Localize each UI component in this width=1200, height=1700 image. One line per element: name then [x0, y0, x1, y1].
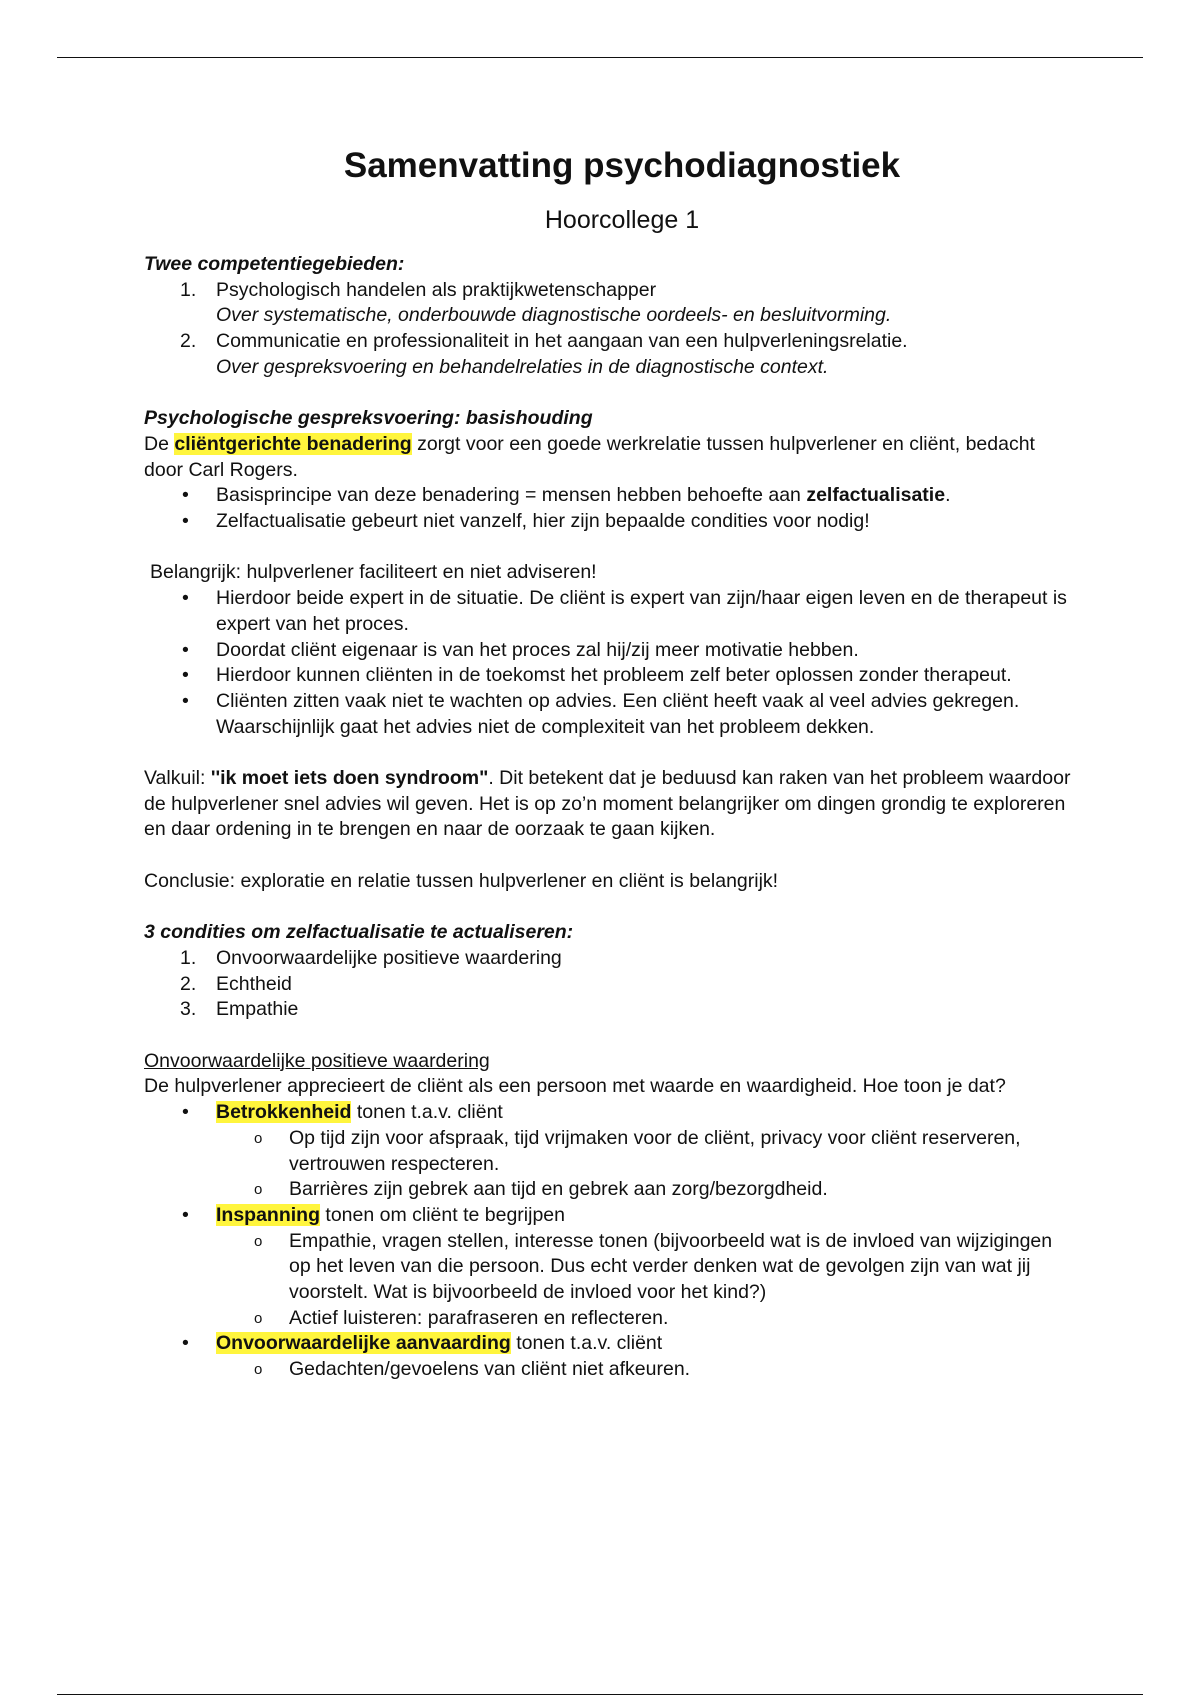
belangrijk-bullets — [144, 586, 1074, 740]
list-item — [144, 329, 1074, 380]
sub-list-item — [144, 1126, 1074, 1177]
sub-bullet-text: Actief luisteren: parafraseren en reflecteren. — [289, 1306, 669, 1329]
list-item — [144, 972, 1074, 998]
sub-list-item — [144, 1229, 1074, 1306]
bottom-rule — [57, 1694, 1143, 1695]
bullet-icon: • — [182, 510, 189, 533]
bullet-icon: • — [182, 1101, 189, 1124]
highlighted-term: cliëntgerichte benadering — [174, 432, 412, 455]
list-number: 2. — [180, 330, 197, 353]
bullet-icon: • — [182, 664, 189, 687]
circle-bullet-icon: o — [254, 1181, 263, 1199]
bullet-icon: • — [182, 587, 189, 610]
bullet-text: Basisprincipe van deze benadering = mensen hebben behoefte aan — [216, 484, 807, 507]
circle-bullet-icon: o — [254, 1129, 263, 1147]
circle-bullet-icon: o — [254, 1232, 263, 1250]
circle-bullet-icon: o — [254, 1361, 263, 1379]
list-item-text: Communicatie en professionaliteit in het aangaan van een hulpverleningsrelatie. — [216, 330, 908, 353]
sub-bullet-text: Gedachten/gevoelens van cliënt niet afkeuren. — [289, 1358, 691, 1381]
bullet-text: Doordat cliënt eigenaar is van het proces zal hij/zij meer motivatie hebben. — [216, 638, 859, 661]
circle-bullet-icon: o — [254, 1309, 263, 1327]
sub-bullet-text: Barrières zijn gebrek aan tijd en gebrek aan zorg/bezorgdheid. — [289, 1178, 828, 1201]
sub-list-item — [144, 1177, 1074, 1203]
bullet-icon: • — [182, 689, 189, 712]
list-item — [144, 1100, 1074, 1126]
list-item-subtext: Over systematische, onderbouwde diagnostische oordeels- en besluitvorming. — [216, 304, 892, 327]
list-item — [144, 946, 1074, 972]
bullet-text: tonen t.a.v. cliënt — [510, 1332, 663, 1355]
list-item — [144, 663, 1074, 689]
sub-bullet-text: Empathie, vragen stellen, interesse tonen (bijvoorbeeld wat is de invloed van wijzigingen op het leven van die persoon. Dus echt verder denken wat de gevolgen zijn van wat jij voorstelt. Wat is bijvoorbeeld de invloed voor het kind?) — [289, 1229, 1053, 1304]
bullet-text: Hierdoor kunnen cliënten in de toekomst het probleem zelf beter oplossen zonder therapeut. — [216, 664, 1012, 687]
gespreksvoering-intro — [144, 432, 1074, 483]
intro-text: zorgt voor een goede werkrelatie tussen hulpverlener en cliënt, bedacht door Carl Rogers. — [144, 432, 1035, 481]
list-item-text: Echtheid — [216, 972, 292, 995]
list-item — [144, 586, 1074, 637]
bullet-text: . — [945, 484, 951, 507]
list-item-text: Onvoorwaardelijke positieve waardering — [216, 946, 562, 969]
list-item — [144, 483, 1074, 509]
sub-list-item — [144, 1306, 1074, 1332]
list-item-text: Empathie — [216, 998, 299, 1021]
bullet-text: tonen om cliënt te begrijpen — [320, 1203, 565, 1226]
list-item — [144, 997, 1074, 1023]
bullet-text: Hierdoor beide expert in de situatie. De cliënt is expert van zijn/haar eigen leven en de therapeut is expert van het proces. — [216, 587, 1067, 635]
competenties-heading: Twee competentiegebieden: — [144, 253, 405, 275]
list-item — [144, 509, 1074, 535]
condities-list — [144, 946, 1074, 1023]
list-number: 1. — [180, 278, 197, 301]
valkuil-text: . Dit betekent dat je beduusd kan raken van het probleem waardoor de hulpverlener snel advies wil geven. Het is op zo’n moment belangrijker om dingen grondig te exploreren en daar ordening in te brengen en naar de oorzaak te gaan kijken. — [144, 767, 1071, 841]
list-number: 2. — [180, 972, 197, 995]
waardering-bullets — [144, 1100, 1074, 1383]
sub-list-item — [144, 1357, 1074, 1383]
gespreksvoering-bullets — [144, 483, 1074, 534]
top-rule — [57, 57, 1143, 58]
bullet-text: tonen t.a.v. cliënt — [351, 1101, 503, 1124]
bullet-text: Cliënten zitten vaak niet te wachten op advies. Een cliënt heeft vaak al veel advies gekregen. Waarschijnlijk gaat het advies niet de complexiteit van het probleem dekken. — [216, 689, 1020, 738]
highlighted-term: Onvoorwaardelijke aanvaarding — [216, 1332, 511, 1355]
bullet-icon: • — [182, 484, 189, 507]
bullet-icon: • — [182, 638, 189, 661]
document-body — [144, 140, 1074, 1383]
page-title: Samenvatting psychodiagnostiek — [343, 146, 901, 185]
gespreksvoering-heading: Psychologische gespreksvoering: basishouding — [144, 407, 593, 430]
condities-heading: 3 condities om zelfactualisatie te actualiseren: — [144, 921, 574, 944]
list-item — [144, 638, 1074, 664]
bullet-icon: • — [182, 1332, 189, 1355]
conclusie-paragraph: Conclusie: exploratie en relatie tussen hulpverlener en cliënt is belangrijk! — [144, 869, 779, 892]
highlighted-term: Betrokkenheid — [216, 1101, 352, 1124]
valkuil-paragraph — [144, 766, 1074, 843]
valkuil-label: Valkuil: — [144, 767, 211, 790]
list-number: 1. — [180, 946, 197, 969]
waardering-heading: Onvoorwaardelijke positieve waardering — [144, 1049, 490, 1072]
bold-term: ''ik moet iets doen syndroom" — [210, 767, 489, 790]
bold-term: zelfactualisatie — [806, 484, 946, 507]
page-subtitle: Hoorcollege 1 — [544, 206, 700, 234]
list-number: 3. — [180, 998, 197, 1021]
sub-bullet-text: Op tijd zijn voor afspraak, tijd vrijmaken voor de cliënt, privacy voor cliënt reserveren, vertrouwen respecteren. — [289, 1126, 1021, 1175]
waardering-intro: De hulpverlener apprecieert de cliënt als een persoon met waarde en waardigheid. Hoe toon je dat? — [144, 1075, 1006, 1098]
intro-text: De — [144, 432, 175, 455]
list-item — [144, 689, 1074, 740]
highlighted-term: Inspanning — [216, 1203, 320, 1226]
list-item — [144, 1203, 1074, 1229]
list-item — [144, 278, 1074, 329]
list-item-text: Psychologisch handelen als praktijkwetenschapper — [216, 278, 657, 301]
bullet-text: Zelfactualisatie gebeurt niet vanzelf, hier zijn bepaalde condities voor nodig! — [216, 510, 870, 533]
bullet-icon: • — [182, 1203, 189, 1226]
competenties-list — [144, 278, 1074, 381]
belangrijk-intro: Belangrijk: hulpverlener faciliteert en niet adviseren! — [150, 561, 597, 584]
list-item — [144, 1331, 1074, 1357]
list-item-subtext: Over gespreksvoering en behandelrelaties in de diagnostische context. — [216, 355, 829, 378]
